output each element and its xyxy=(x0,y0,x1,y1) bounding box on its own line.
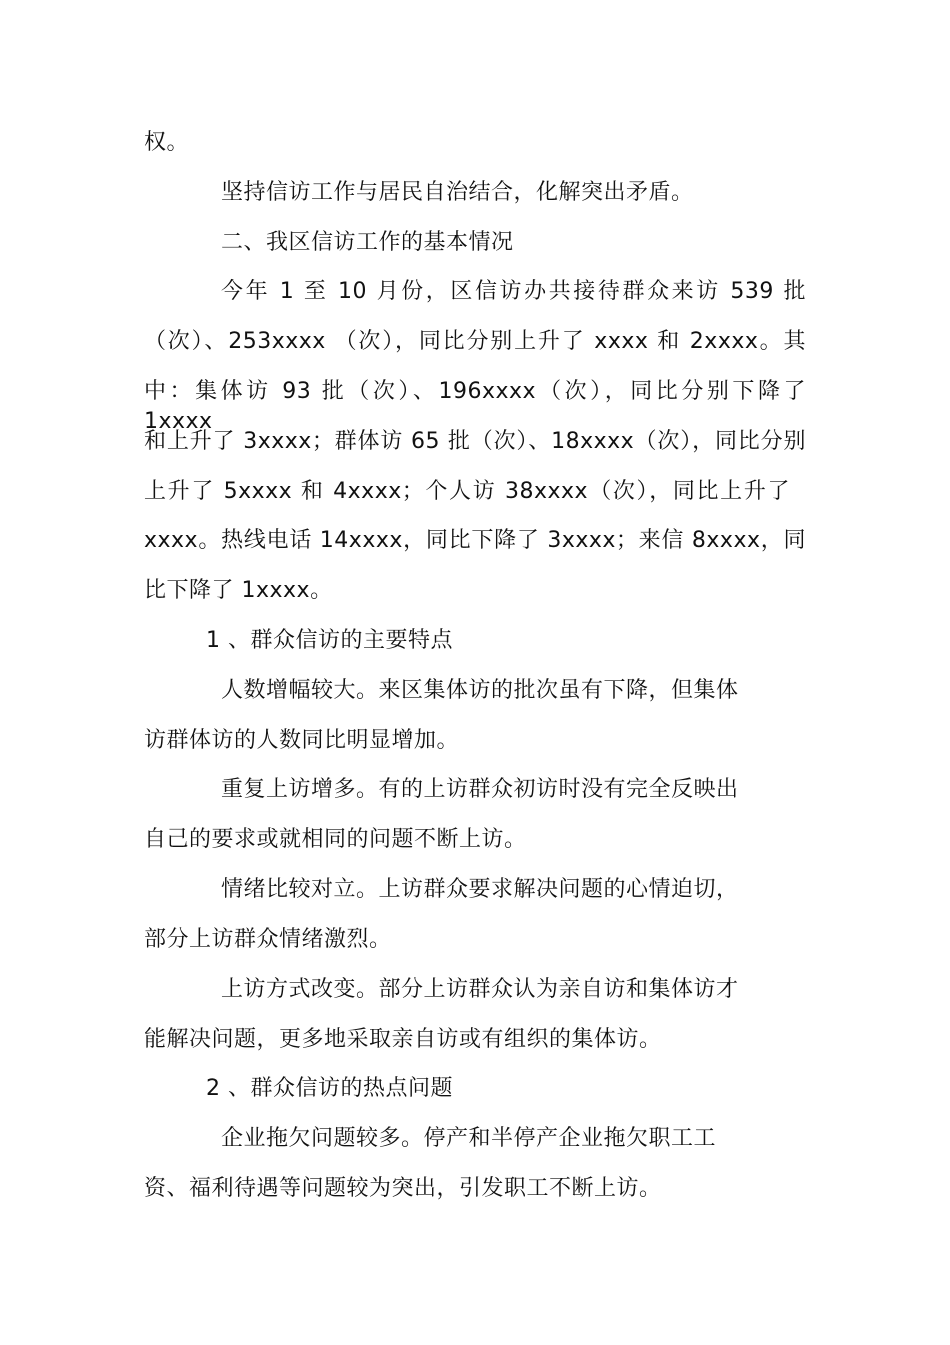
text-line: 重复上访增多。有的上访群众初访时没有完全反映出 xyxy=(221,777,739,802)
text-line: 和上升了 3xxxx；群体访 65 批（次）、18xxxx（次），同比分别 xyxy=(144,429,806,454)
text-line: 权。 xyxy=(144,130,190,155)
text-line: 人数增幅较大。来区集体访的批次虽有下降，但集体 xyxy=(221,678,739,703)
text-line: 情绪比较对立。上访群众要求解决问题的心情迫切， xyxy=(221,877,739,902)
text-line: 上访方式改变。部分上访群众认为亲自访和集体访才 xyxy=(221,977,739,1002)
text-line: 中：集体访 93 批（次）、196xxxx（次），同比分别下降了 1xxxx xyxy=(144,379,806,434)
subsection-heading: 1 、群众信访的主要特点 xyxy=(206,628,453,653)
text-line: 能解决问题，更多地采取亲自访或有组织的集体访。 xyxy=(144,1027,662,1052)
text-line: xxxx。热线电话 14xxxx，同比下降了 3xxxx；来信 8xxxx，同 xyxy=(144,528,806,553)
text-line: 部分上访群众情绪激烈。 xyxy=(144,927,392,952)
section-heading: 二、我区信访工作的基本情况 xyxy=(221,230,514,255)
text-line: （次）、253xxxx （次），同比分别上升了 xxxx 和 2xxxx。其 xyxy=(144,329,806,354)
text-line: 坚持信访工作与居民自治结合，化解突出矛盾。 xyxy=(221,180,694,205)
text-line: 上升了 5xxxx 和 4xxxx；个人访 38xxxx（次），同比上升了 xyxy=(144,479,790,504)
subsection-heading: 2 、群众信访的热点问题 xyxy=(206,1076,453,1101)
text-line: 资、福利待遇等问题较为突出，引发职工不断上访。 xyxy=(144,1176,662,1201)
text-line: 今年 1 至 10 月份，区信访办共接待群众来访 539 批 xyxy=(221,279,806,304)
text-line: 企业拖欠问题较多。停产和半停产企业拖欠职工工 xyxy=(221,1126,717,1151)
text-line: 比下降了 1xxxx。 xyxy=(144,578,333,603)
text-line: 自己的要求或就相同的问题不断上访。 xyxy=(144,827,527,852)
text-line: 访群体访的人数同比明显增加。 xyxy=(144,728,460,753)
